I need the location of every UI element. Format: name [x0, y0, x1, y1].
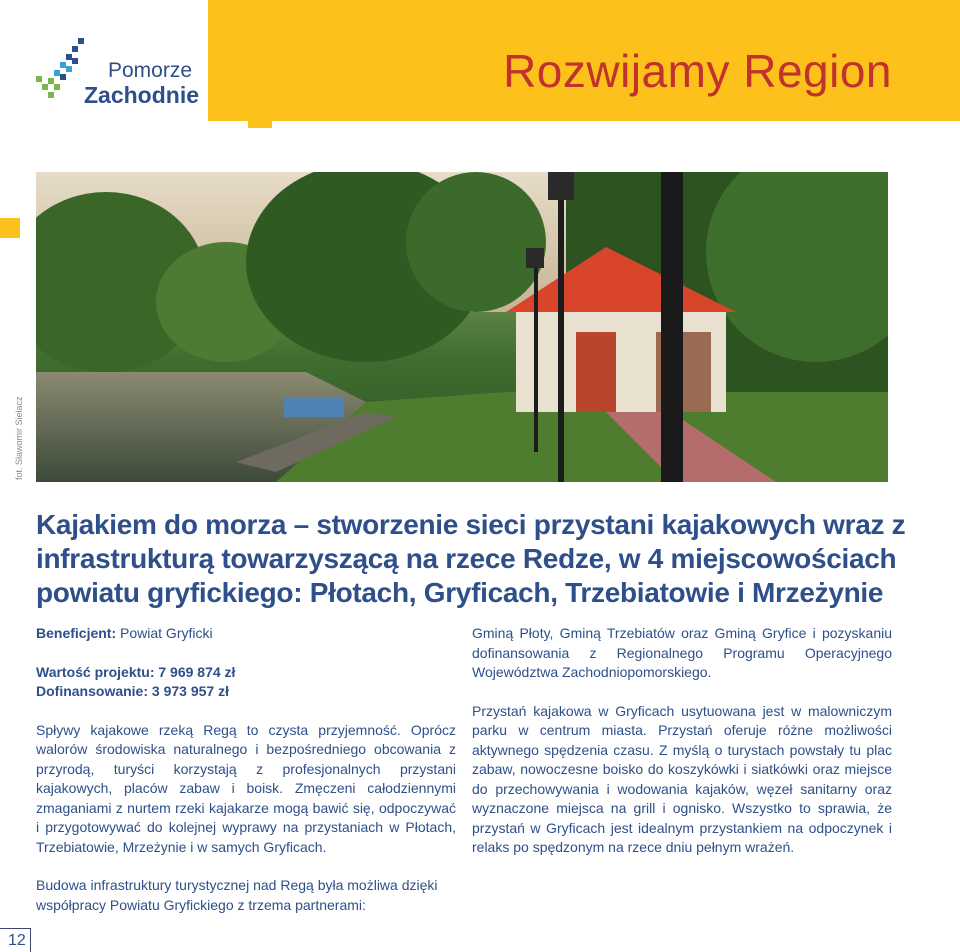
left-column — [36, 624, 456, 857]
article-headline: Kajakiem do morza – stworzenie sieci przystani kajakowych wraz z infrastrukturą towarzyszącą na rzece Redze, w 4 miejscowościach powiatu gryfickiego: Płotach, Gryficach, Trzebiatowie i Mrzeżynie — [36, 509, 906, 608]
beneficiary-value: Powiat Gryficki — [120, 625, 213, 641]
paragraph-4: Przystań kajakowa w Gryficach usytuowana jest w malowniczym parku w centrum miasta. Przystań oferuje różne możliwości aktywnego spędzenia czasu. Z myślą o turystach powstały tu plac zabaw, nowoczesne boisko do koszykówki i siatkówki oraz miejsce do przechowywania i wodowania kajaków, węzeł sanitarny oraz wyznaczone miejsca na grill i ognisko. Wszystko to sprawia, że przystań w Gryficach jest idealnym przystankiem na odpoczynek i relaks po spędzonym na rzece dniu pełnym wrażeń. — [472, 702, 892, 855]
beneficiary-label: Beneficjent: — [36, 625, 117, 641]
decor-square — [248, 104, 272, 128]
cofinancing-value: Dofinansowanie: 3 973 957 zł — [36, 683, 229, 699]
banner-title: Rozwijamy Region — [503, 45, 892, 97]
paragraph-1: Spływy kajakowe rzeką Regą to czysta przyjemność. Oprócz walorów środowiska naturalnego i bezpośredniego obcowania z przyrodą, turyści korzystają z profesjonalnych przystani kajakowych, placów zabaw i boisk. Zmęczeni całodziennymi zmaganiami z nurtem rzeki kajakarze mogą bawić się, odpoczywać i przygotowywać do kolejnej wyprawy na przystaniach w Płotach, Trzebiatowie, Mrzeżynie i w samych Gryficach. — [36, 721, 456, 855]
logo — [36, 34, 216, 114]
logo-text-line2: Zachodnie — [84, 82, 200, 108]
decor-square — [256, 34, 290, 68]
project-value: Wartość projektu: 7 969 874 zł — [36, 663, 236, 680]
photo-credit: fot. Sławomir Siełacz — [14, 396, 24, 480]
paragraph-3: Gminą Płoty, Gminą Trzebiatów oraz Gminą Gryfice i pozyskaniu dofinansowania z Regionalnego Programu Operacyjnego Województwa Zachodniopomorskiego. — [472, 625, 892, 680]
beneficiary-line — [36, 624, 456, 644]
logo-text-line1: Pomorze — [108, 59, 193, 82]
decor-square — [0, 218, 20, 238]
page-number: 12 — [8, 932, 26, 949]
right-column — [472, 624, 892, 858]
paragraph-2: Budowa infrastruktury turystycznej nad Regą była możliwa dzięki współpracy Powiatu Gryfickiego z trzema partnerami: — [36, 877, 438, 913]
marina-photo — [36, 172, 888, 482]
header-banner — [208, 0, 960, 121]
photo-illustration — [36, 172, 888, 482]
